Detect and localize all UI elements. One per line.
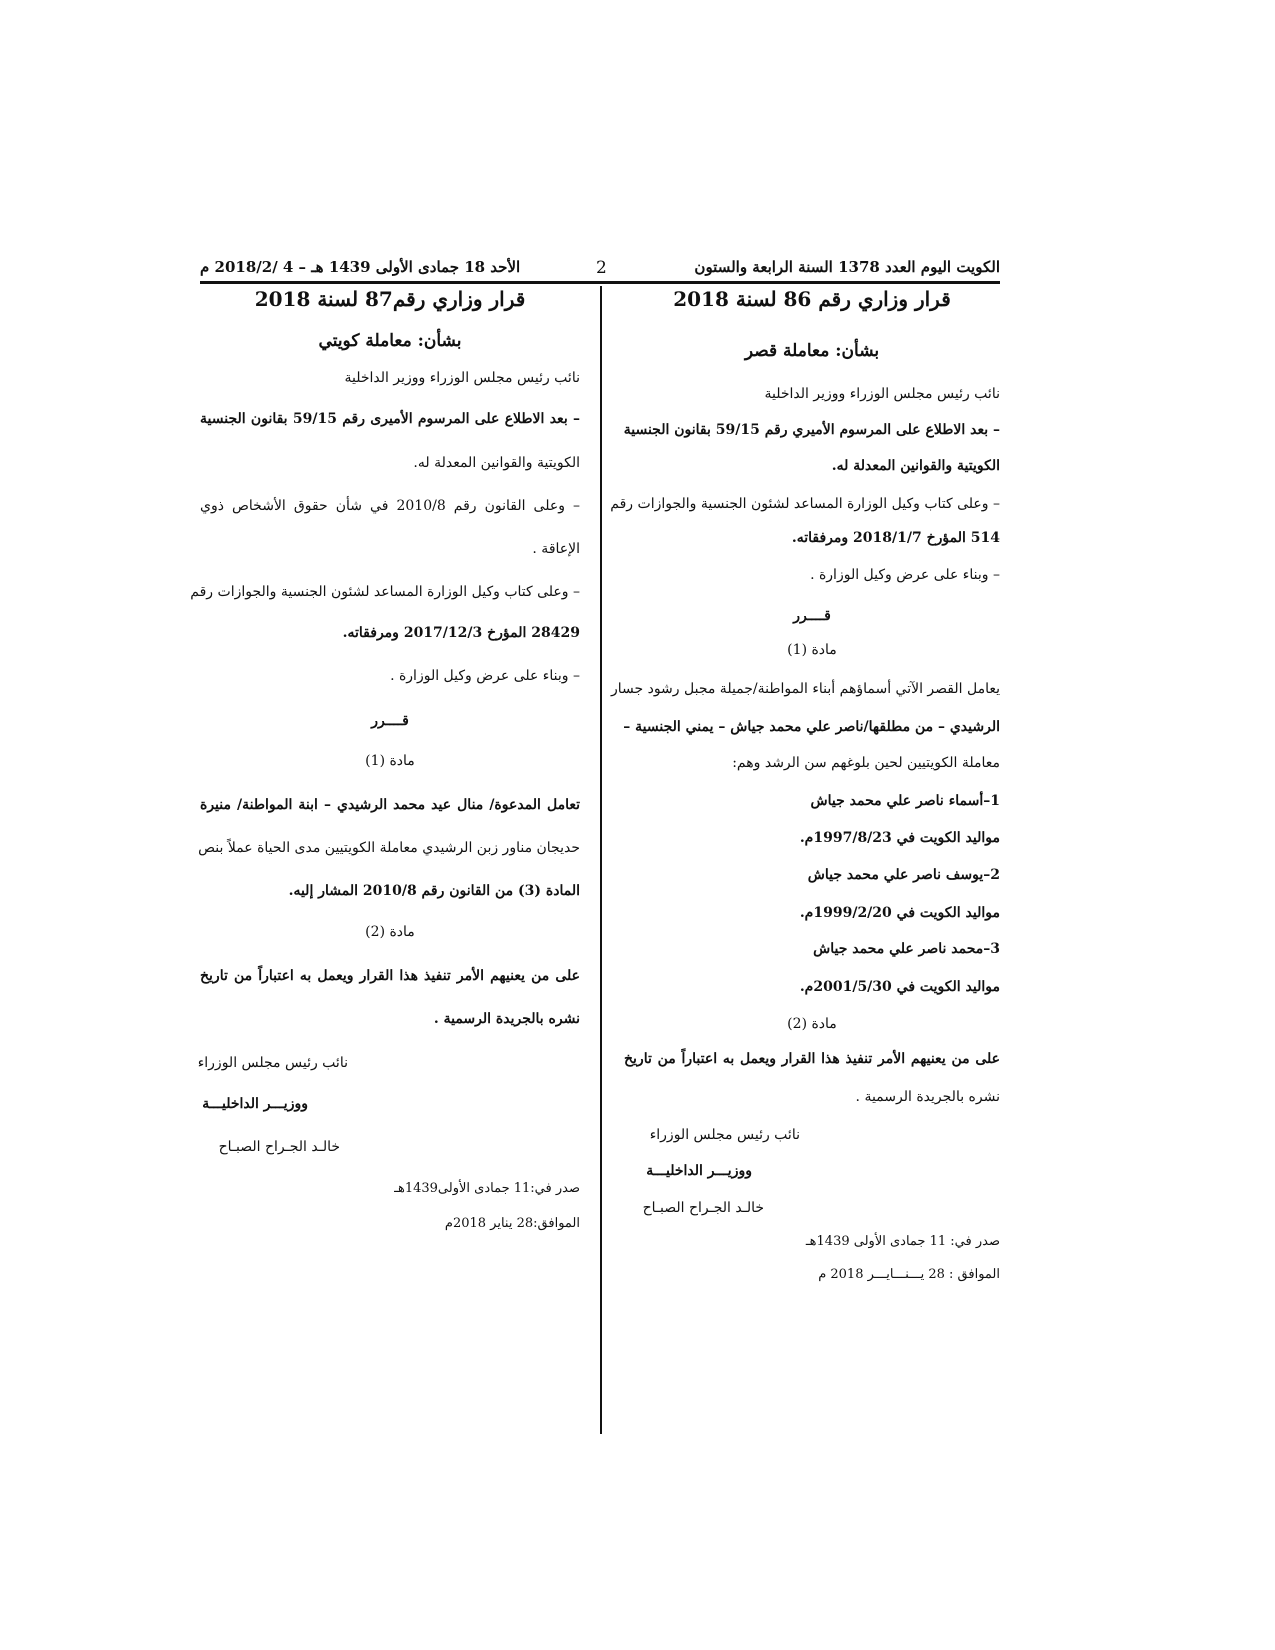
page-header bbox=[200, 258, 1000, 280]
decision-86-issuer: نائب رئيس مجلس الوزراء ووزير الداخلية bbox=[764, 386, 1000, 402]
decision-87-preamble-2a: – وعلى القانون رقم 2010/8 في شأن حقوق الأشخاص ذوي bbox=[200, 498, 580, 514]
decision-86-title: قرار وزاري رقم 86 لسنة 2018 bbox=[673, 287, 951, 311]
decision-87-signature-ministry: ووزيـــر الداخليـــة bbox=[202, 1096, 308, 1112]
decision-87-preamble-2b: الإعاقة . bbox=[532, 541, 580, 557]
header-date: الأحد 18 جمادى الأولى 1439 هـ – 4 /2018/2 م bbox=[200, 258, 521, 276]
decision-87-preamble-4: – وبناء على عرض وكيل الوزارة . bbox=[390, 668, 580, 684]
decision-86-preamble-1a: – بعد الاطلاع على المرسوم الأميري رقم 59/15 بقانون الجنسية bbox=[623, 422, 1000, 438]
decision-87-article-1: مادة (1) bbox=[365, 753, 415, 769]
decision-86-preamble-1b: الكويتية والقوانين المعدلة له. bbox=[831, 458, 1000, 474]
decision-87-preamble-1a: – بعد الاطلاع على المرسوم الأميرى رقم 59/15 بقانون الجنسية bbox=[200, 411, 580, 427]
decision-87-preamble-3a: – وعلى كتاب وكيل الوزارة المساعد لشئون الجنسية والجوازات رقم bbox=[190, 584, 580, 600]
decision-86-a1-line-3: معاملة الكويتيين لحين بلوغهم سن الرشد وهم: bbox=[732, 755, 1000, 771]
decision-86-a2-line-1: على من يعنيهم الأمر تنفيذ هذا القرار ويعمل به اعتباراً من تاريخ bbox=[624, 1051, 1000, 1067]
decision-86-signature-ministry: ووزيـــر الداخليـــة bbox=[646, 1163, 752, 1179]
decision-87-signature-title: نائب رئيس مجلس الوزراء bbox=[197, 1055, 348, 1071]
decision-86-preamble-2b: 514 المؤرخ 2018/1/7 ومرفقاته. bbox=[791, 530, 1000, 546]
decision-86-a1-line-1: يعامل القصر الآتي أسماؤهم أبناء المواطنة/جميلة مجبل رشود جسار bbox=[610, 681, 1000, 697]
decision-86-issued: صدر في: 11 جمادى الأولى 1439هـ bbox=[805, 1234, 1000, 1249]
decision-87-a1-line-3: المادة (3) من القانون رقم 2010/8 المشار إليه. bbox=[288, 883, 580, 899]
header-publication: الكويت اليوم العدد 1378 السنة الرابعة والستون bbox=[694, 258, 1000, 276]
decision-86-article-2: مادة (2) bbox=[787, 1016, 837, 1032]
column-divider bbox=[600, 286, 602, 1434]
decision-87-issued: صدر في:11 جمادى الأولى1439هـ bbox=[394, 1181, 580, 1196]
decision-86-a1-line-2: الرشيدي – من مطلقها/ناصر علي محمد جياش – يمني الجنسية – bbox=[623, 719, 1000, 735]
decision-86-name-1: 1–أسماء ناصر علي محمد جياش bbox=[810, 793, 1000, 809]
decision-86-birth-1: مواليد الكويت في 1997/8/23م. bbox=[799, 830, 1000, 846]
decision-87-preamble-3b: 28429 المؤرخ 2017/12/3 ومرفقاته. bbox=[342, 625, 580, 641]
decision-87-decided: قــــرر bbox=[371, 713, 409, 729]
decision-87-a1-line-2: حديجان مناور زبن الرشيدي معاملة الكويتيين مدى الحياة عملاً بنص bbox=[198, 840, 580, 856]
decision-87-subject: بشأن: معاملة كويتي bbox=[318, 331, 462, 351]
decision-86-article-1: مادة (1) bbox=[787, 642, 837, 658]
decision-87-signature-name: خالـد الجـراح الصبـاح bbox=[218, 1139, 340, 1155]
decision-87-corresponding: الموافق:28 يناير 2018م bbox=[444, 1216, 580, 1231]
decision-87-a2-line-2: نشره بالجريدة الرسمية . bbox=[433, 1011, 580, 1027]
decision-86-birth-2: مواليد الكويت في 1999/2/20م. bbox=[799, 905, 1000, 921]
decision-86-name-2: 2–يوسف ناصر علي محمد جياش bbox=[807, 867, 1000, 883]
decision-86-a2-line-2: نشره بالجريدة الرسمية . bbox=[855, 1089, 1000, 1105]
decision-87-title: قرار وزاري رقم87 لسنة 2018 bbox=[254, 287, 526, 311]
header-page-number: 2 bbox=[596, 258, 607, 278]
decision-86-signature-title: نائب رئيس مجلس الوزراء bbox=[649, 1127, 800, 1143]
decision-87-a1-line-1: تعامل المدعوة/ منال عيد محمد الرشيدي – ابنة المواطنة/ منيرة bbox=[200, 797, 580, 813]
decision-86-preamble-3: – وبناء على عرض وكيل الوزارة . bbox=[810, 567, 1000, 583]
decision-87-preamble-1b: الكويتية والقوانين المعدلة له. bbox=[413, 455, 580, 471]
decision-86-birth-3: مواليد الكويت في 2001/5/30م. bbox=[799, 979, 1000, 995]
decision-86-corresponding: الموافق : 28 يـــنـــايـــر 2018 م bbox=[818, 1267, 1000, 1282]
decision-87-a2-line-1: على من يعنيهم الأمر تنفيذ هذا القرار ويعمل به اعتباراً من تاريخ bbox=[200, 968, 580, 984]
decision-86-subject: بشأن: معاملة قصر bbox=[744, 341, 880, 361]
header-rule bbox=[200, 281, 1000, 284]
decision-86-name-3: 3–محمد ناصر علي محمد جياش bbox=[813, 941, 1000, 957]
decision-87-article-2: مادة (2) bbox=[365, 924, 415, 940]
decision-86-decided: قــــرر bbox=[793, 608, 831, 624]
decision-87-issuer: نائب رئيس مجلس الوزراء ووزير الداخلية bbox=[344, 370, 580, 386]
decision-86-signature-name: خالـد الجـراح الصبـاح bbox=[642, 1200, 764, 1216]
decision-86-preamble-2a: – وعلى كتاب وكيل الوزارة المساعد لشئون الجنسية والجوازات رقم bbox=[610, 496, 1000, 512]
